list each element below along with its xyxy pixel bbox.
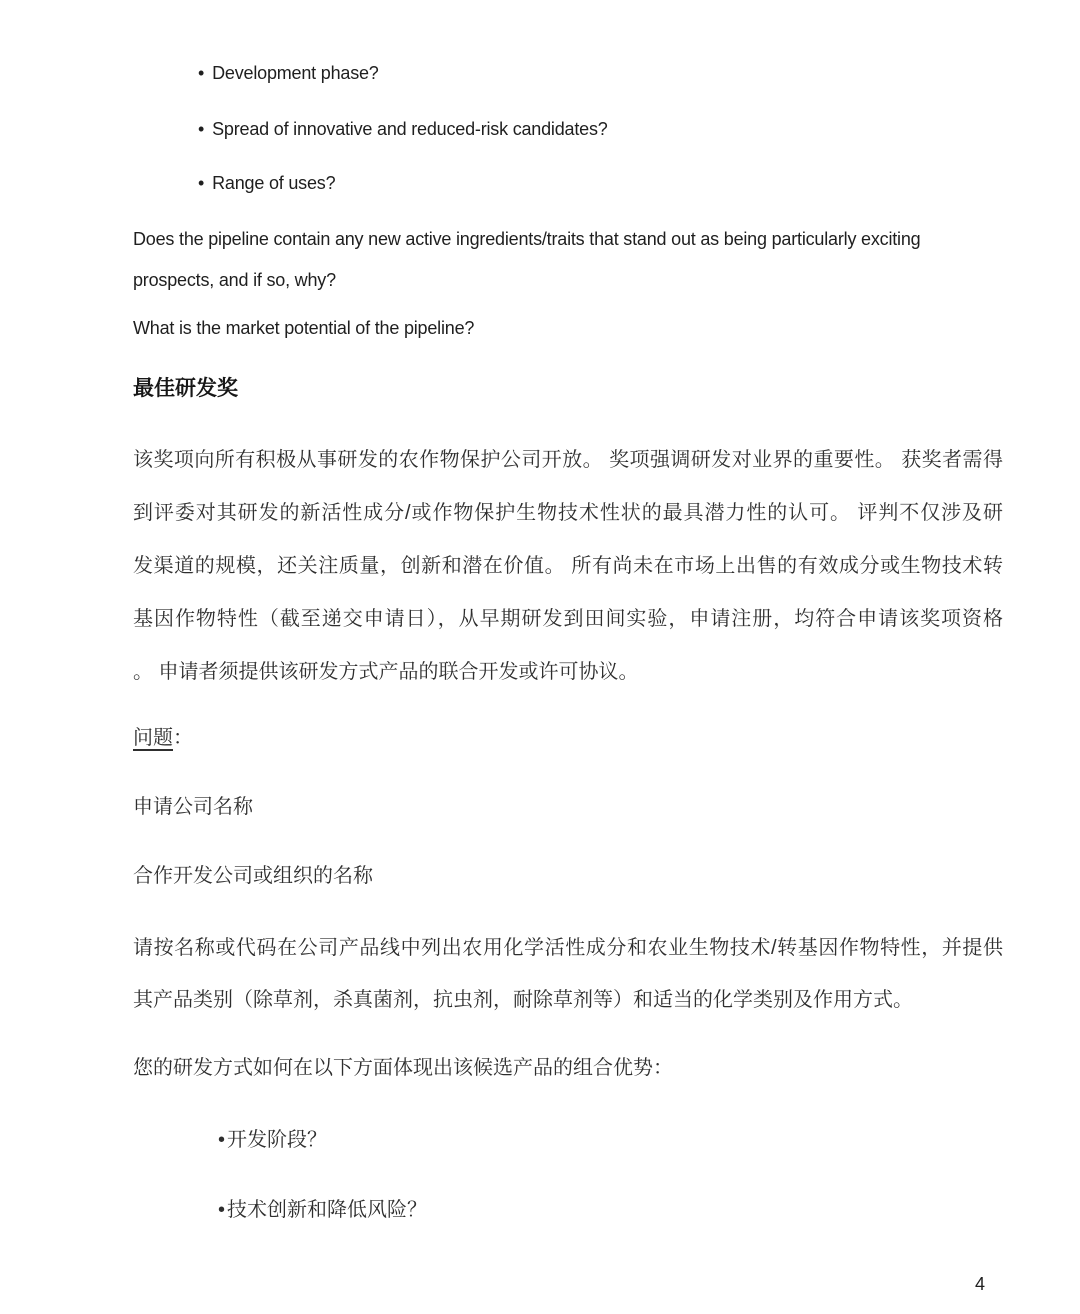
section-heading-best-rd-award: 最佳研发奖 [133,377,238,400]
question-company-name: 申请公司名称 [133,796,253,818]
question-advantage: 您的研发方式如何在以下方面体现出该候选产品的组合优势： [133,1057,673,1079]
bullet-item-spread-candidates [198,116,608,143]
award-body-line: 到评委对其研发的新活性成分/或作物保护生物技术性状的最具潜力性的认可。 评判不仅涉及研 [133,502,1003,524]
page-number: 4 [974,1274,985,1294]
bullet-icon: • [198,173,205,193]
award-body-line: 发渠道的规模，还关注质量，创新和潜在价值。 所有尚未在市场上出售的有效成分或生物技术转 [133,555,1003,577]
bullet-text: Spread of innovative and reduced-risk candidates? [212,119,608,139]
questions-label [133,724,193,753]
paragraph-pipeline-line-2: prospects, and if so, why? [133,270,336,290]
bullet-text: Development phase? [212,63,379,83]
bullet-icon: • [218,1199,226,1221]
bullet-icon: • [198,63,205,83]
bullet-text: 开发阶段？ [227,1129,328,1151]
bullet-item-dev-stage [218,1126,327,1155]
question-product-list-line-2: 其产品类别（除草剂，杀真菌剂，抗虫剂，耐除草剂等）和适当的化学类别及作用方式。 [133,989,913,1011]
bullet-icon: • [218,1129,226,1151]
paragraph-market-potential: What is the market potential of the pipeline? [133,318,475,338]
award-body-line: 基因作物特性（截至递交申请日），从早期研发到田间实验，申请注册，均符合申请该奖项资格 [133,608,1003,630]
question-partner-name: 合作开发公司或组织的名称 [133,865,373,887]
award-body-line: 。 申请者须提供该研发方式产品的联合开发或许可协议。 [133,661,639,683]
question-product-list-line-1: 请按名称或代码在公司产品线中列出农用化学活性成分和农业生物技术/转基因作物特性，并提供 [133,937,1003,959]
questions-label-colon: ： [173,727,193,749]
bullet-item-range-of-uses [198,170,335,197]
bullet-text: Range of uses? [212,173,336,193]
bullet-text: 技术创新和降低风险？ [227,1199,428,1221]
award-body-line: 该奖项向所有积极从事研发的农作物保护公司开放。 奖项强调研发对业界的重要性。 获奖者需得 [133,449,1003,471]
bullet-item-development-phase [198,60,379,87]
paragraph-pipeline-line-1: Does the pipeline contain any new active ingredients/traits that stand out as being particularly exciting [133,229,921,249]
bullet-item-tech-innovation [218,1196,427,1225]
questions-label-text: 问题 [133,727,173,749]
bullet-icon: • [198,119,205,139]
